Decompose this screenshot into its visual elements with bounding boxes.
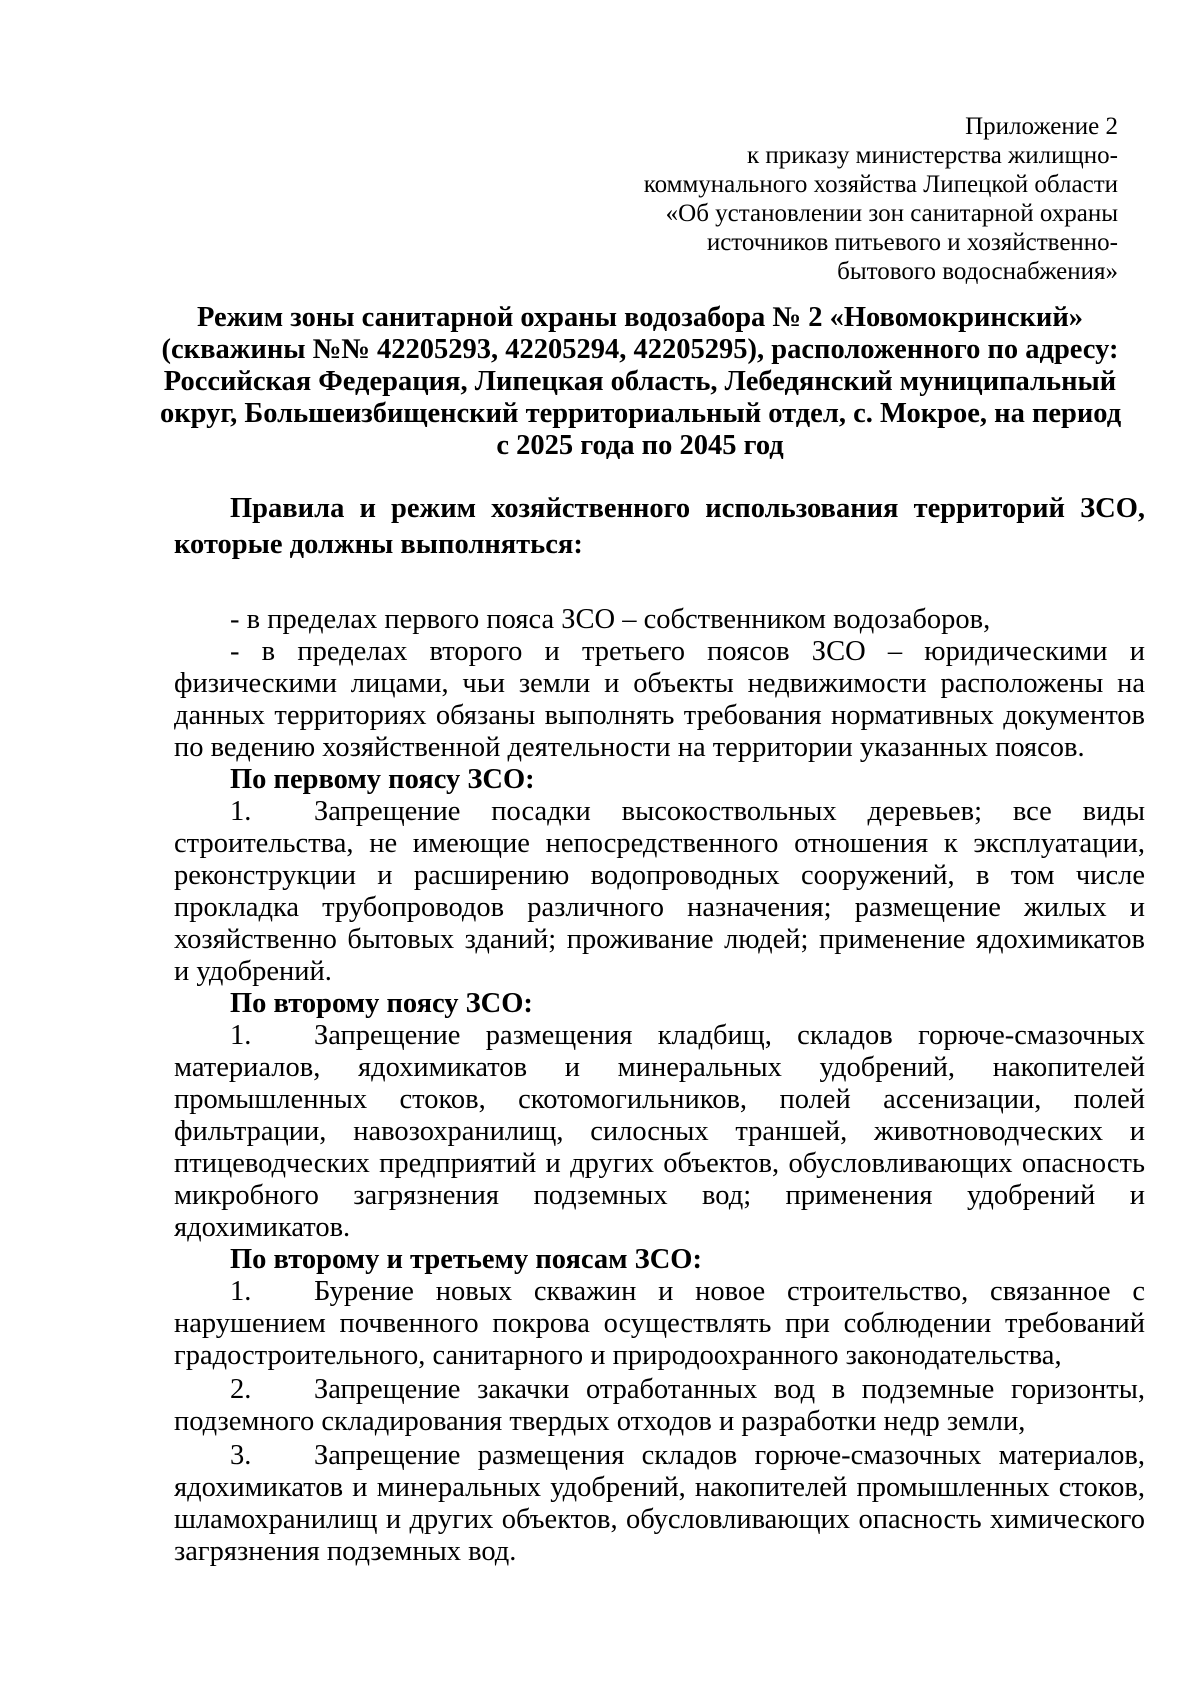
intro-second-third-belts: - в пределах второго и третьего поясов ЗСО – юридическими и физическими лицами, чьи земли и объекты недвижимости расположены на данных территориях обязаны выполнять требования нормативных документов по ведению хозяйственной деятельности на территории указанных поясов. xyxy=(174,636,1145,763)
item-number: 1. xyxy=(230,1020,252,1051)
section-heading-second-third-belts: По второму и третьему поясам ЗСО: xyxy=(230,1244,702,1275)
appendix-line: Приложение 2 xyxy=(965,113,1118,140)
list-item xyxy=(174,1020,1145,1244)
appendix-line: «Об установлении зон санитарной охраны xyxy=(665,200,1118,227)
title-line: Режим зоны санитарной охраны водозабора № 2 «Новомокринский» xyxy=(197,302,1083,333)
item-text: Запрещение размещения складов горюче-смазочных материалов, ядохимикатов и минеральных удобрений, накопителей промышленных стоков, шламохранилищ и других объектов, обусловливающих опасность химического загрязнения подземных вод. xyxy=(174,1440,1145,1567)
appendix-line: бытового водоснабжения» xyxy=(837,258,1118,285)
title-line: Российская Федерация, Липецкая область, Лебедянский муниципальный xyxy=(163,366,1117,397)
item-text: Бурение новых скважин и новое строительство, связанное с нарушением почвенного покрова осуществлять при соблюдении требований градостроительного, санитарного и природоохранного законодательства, xyxy=(174,1276,1145,1371)
item-number: 1. xyxy=(230,1276,252,1307)
list-item xyxy=(174,796,1145,988)
title-line: (скважины №№ 42205293, 42205294, 42205295), расположенного по адресу: xyxy=(161,334,1119,365)
appendix-line: к приказу министерства жилищно- xyxy=(747,142,1118,169)
document-title xyxy=(160,302,1120,462)
title-line: с 2025 года по 2045 год xyxy=(496,430,784,461)
list-item xyxy=(174,1276,1145,1372)
rules-heading: Правила и режим хозяйственного использования территорий ЗСО, которые должны выполняться: xyxy=(174,493,1145,560)
item-text: Запрещение закачки отработанных вод в подземные горизонты, подземного складирования твердых отходов и разработки недр земли, xyxy=(174,1374,1145,1437)
list-item xyxy=(174,1440,1145,1568)
appendix-line: источников питьевого и хозяйственно- xyxy=(706,229,1118,256)
section-heading-first-belt: По первому поясу ЗСО: xyxy=(230,764,535,795)
item-number: 1. xyxy=(230,796,252,827)
item-number: 2. xyxy=(230,1374,252,1405)
list-item xyxy=(174,1374,1145,1438)
item-text: Запрещение посадки высокоствольных деревьев; все виды строительства, не имеющие непосредственного отношения к эксплуатации, реконструкции и расширению водопроводных сооружений, в том числе прокладка трубопроводов различного назначения; размещение жилых и хозяйственно бытовых зданий; проживание людей; применение ядохимикатов и удобрений. xyxy=(174,796,1145,987)
appendix-note xyxy=(498,112,1118,286)
intro-first-belt: - в пределах первого пояса ЗСО – собственником водозаборов, xyxy=(230,604,991,635)
appendix-line: коммунального хозяйства Липецкой области xyxy=(643,171,1118,198)
item-number: 3. xyxy=(230,1440,252,1471)
document-body xyxy=(174,604,1145,1568)
title-line: округ, Большеизбищенский территориальный отдел, с. Мокрое, на период xyxy=(160,398,1122,429)
item-text: Запрещение размещения кладбищ, складов горюче-смазочных материалов, ядохимикатов и минеральных удобрений, накопителей промышленных стоков, скотомогильников, полей ассенизации, полей фильтрации, навозохранилищ, силосных траншей, животноводческих и птицеводческих предприятий и других объектов, обусловливающих опасность микробного загрязнения подземных вод; применения удобрений и ядохимикатов. xyxy=(174,1020,1145,1243)
section-heading-second-belt: По второму поясу ЗСО: xyxy=(230,988,533,1019)
